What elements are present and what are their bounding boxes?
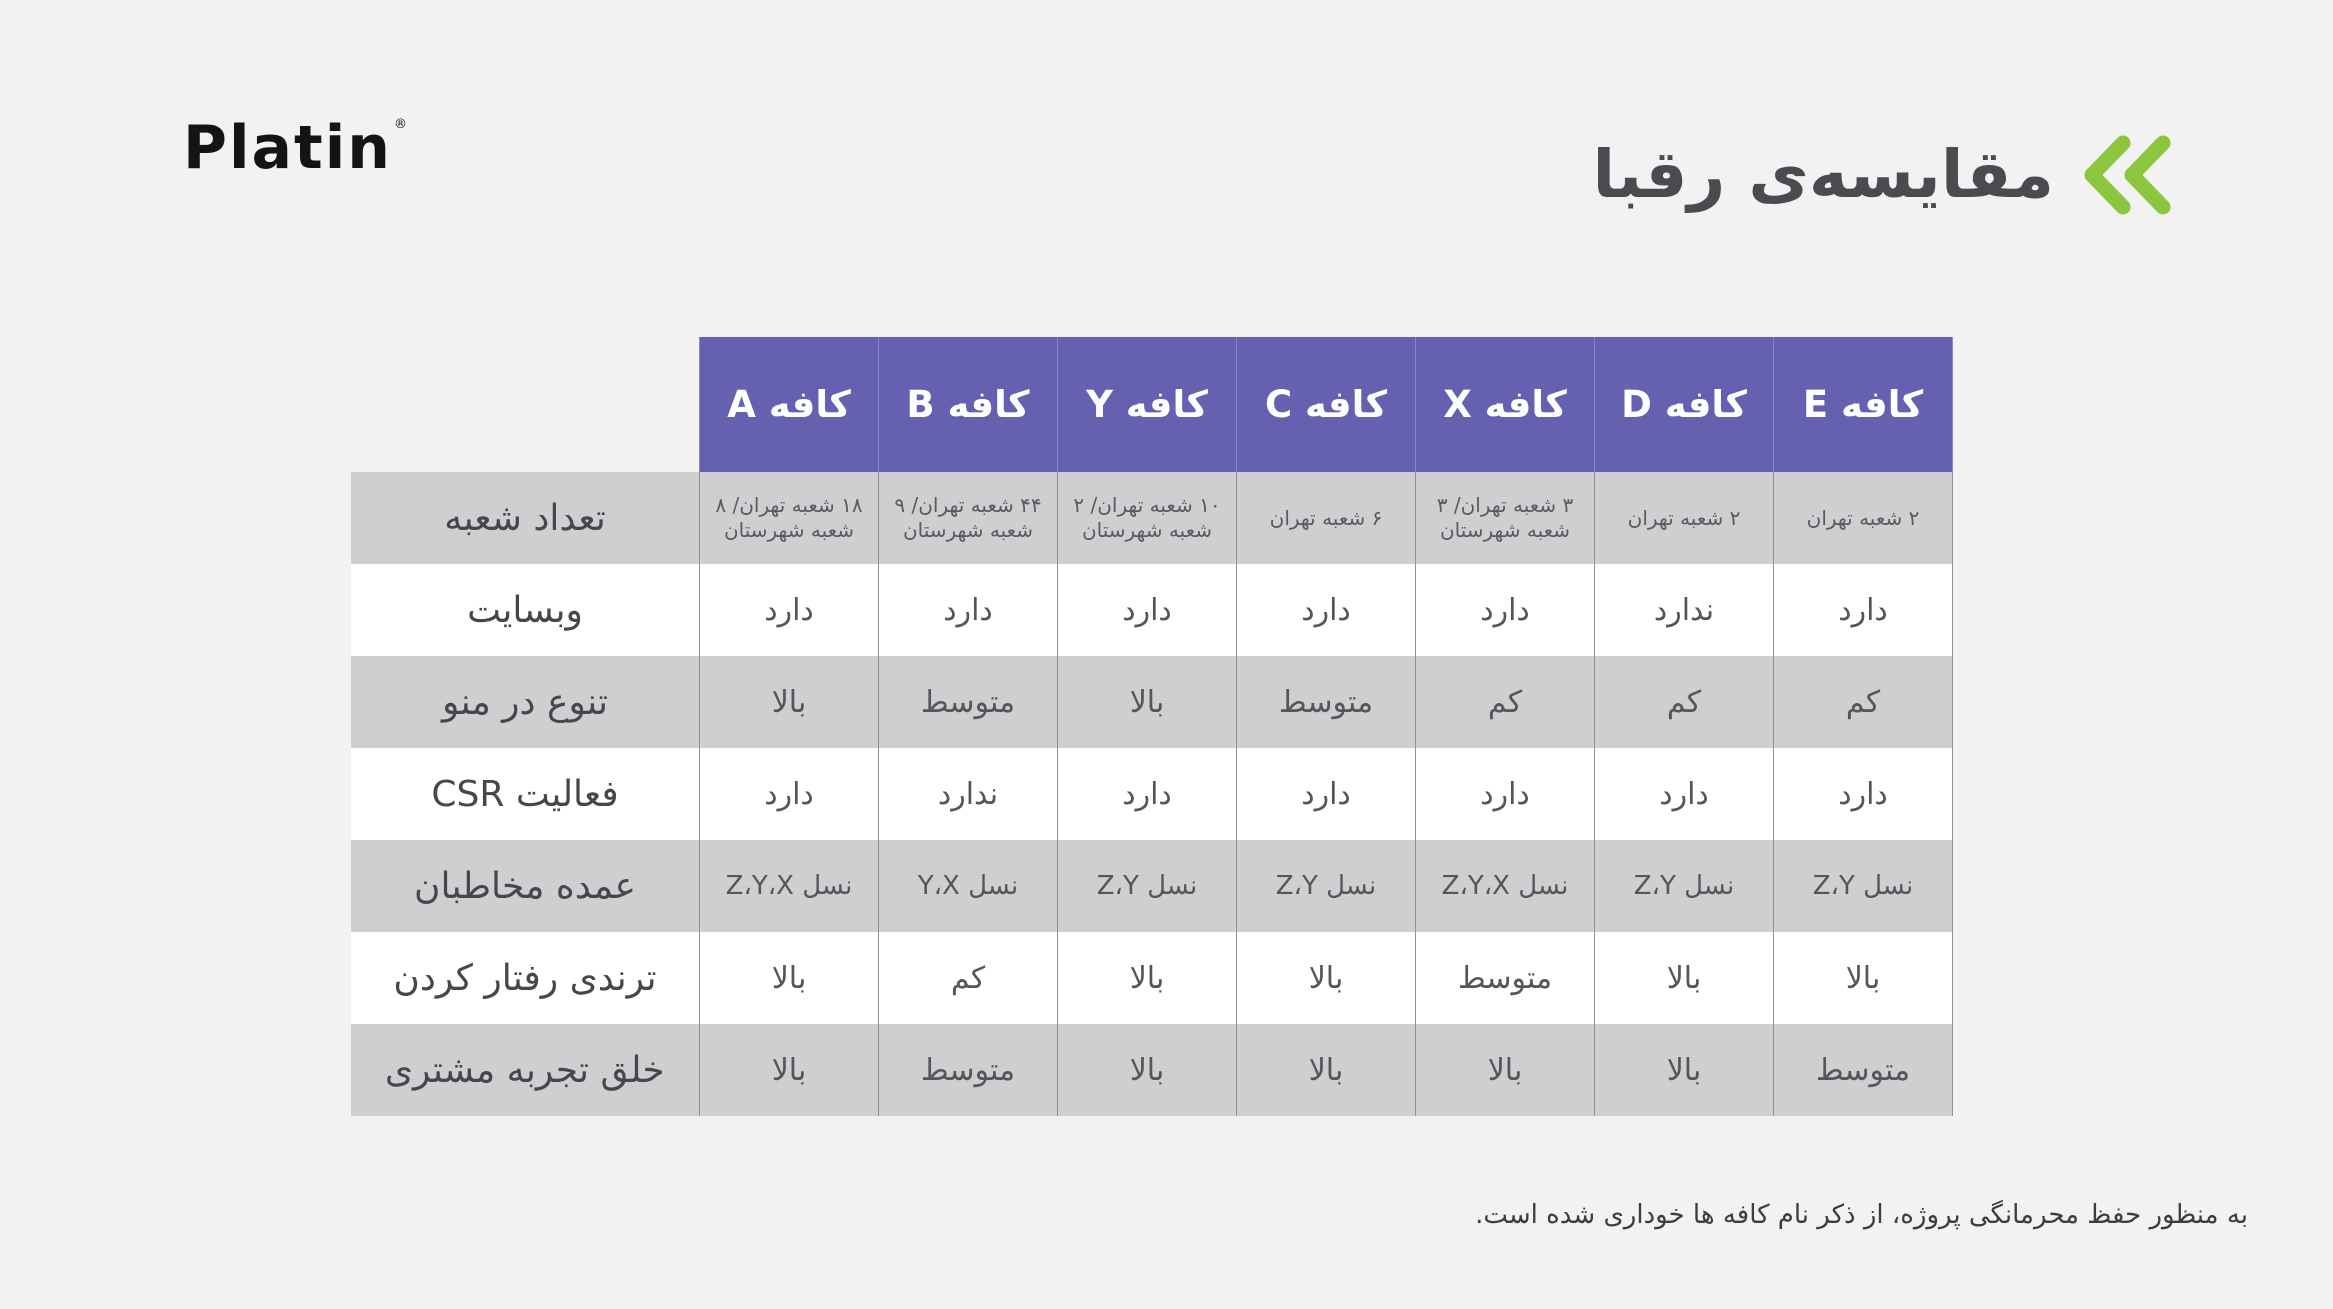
- table-cell: بالا: [1058, 656, 1237, 748]
- table-cell: بالا: [1416, 1024, 1595, 1116]
- competitor-comparison-table: [350, 337, 1953, 1116]
- table-cell: دارد: [1774, 564, 1953, 656]
- table-cell: بالا: [700, 932, 879, 1024]
- table-cell: نسل Z،Y: [1237, 840, 1416, 932]
- table-cell: دارد: [1058, 564, 1237, 656]
- table-cell: نسل Z،Y: [1595, 840, 1774, 932]
- table-cell: بالا: [700, 656, 879, 748]
- table-cell: دارد: [1416, 564, 1595, 656]
- table-cell: ندارد: [879, 748, 1058, 840]
- table-cell: ۴۴ شعبه تهران/ ۹ شعبه شهرستان: [879, 472, 1058, 564]
- column-header: کافه X: [1416, 337, 1595, 472]
- row-label: تعداد شعبه: [351, 472, 700, 564]
- table-cell: ۳ شعبه تهران/ ۳ شعبه شهرستان: [1416, 472, 1595, 564]
- double-chevron-icon: [2078, 135, 2173, 215]
- table-cell: دارد: [1595, 748, 1774, 840]
- table-cell: کم: [1416, 656, 1595, 748]
- column-header: کافه B: [879, 337, 1058, 472]
- column-header: کافه E: [1774, 337, 1953, 472]
- table-cell: دارد: [700, 564, 879, 656]
- table-cell: بالا: [1058, 1024, 1237, 1116]
- table-cell: متوسط: [1774, 1024, 1953, 1116]
- footer-note: به منظور حفظ محرمانگی پروژه، از ذکر نام کافه ها خوداری شده است.: [1475, 1200, 2248, 1230]
- table-cell: نسل Z،Y: [1058, 840, 1237, 932]
- row-label: وبسایت: [351, 564, 700, 656]
- table-cell: نسل Z،Y،X: [1416, 840, 1595, 932]
- table-cell: دارد: [1237, 564, 1416, 656]
- row-label: فعالیت CSR: [351, 748, 700, 840]
- table-cell: دارد: [1058, 748, 1237, 840]
- table-cell: بالا: [1237, 1024, 1416, 1116]
- table-cell: متوسط: [879, 656, 1058, 748]
- table-cell: ۱۰ شعبه تهران/ ۲ شعبه شهرستان: [1058, 472, 1237, 564]
- table-cell: دارد: [700, 748, 879, 840]
- row-label: ترندی رفتار کردن: [351, 932, 700, 1024]
- table-cell: نسل Z،Y: [1774, 840, 1953, 932]
- table-cell: دارد: [1416, 748, 1595, 840]
- row-label: خلق تجربه مشتری: [351, 1024, 700, 1116]
- title-block: [1592, 135, 2173, 215]
- table-cell: بالا: [1595, 932, 1774, 1024]
- platin-logo: [183, 113, 409, 183]
- table-row: [351, 656, 1953, 748]
- row-label: عمده مخاطبان: [351, 840, 700, 932]
- table-cell: ندارد: [1595, 564, 1774, 656]
- column-header: کافه D: [1595, 337, 1774, 472]
- table-cell: کم: [1774, 656, 1953, 748]
- table-cell: متوسط: [1237, 656, 1416, 748]
- table-cell: نسل Y،X: [879, 840, 1058, 932]
- table-row: [351, 932, 1953, 1024]
- table-cell: دارد: [879, 564, 1058, 656]
- table-cell: کم: [879, 932, 1058, 1024]
- table-row: [351, 748, 1953, 840]
- page-title: مقایسه‌ی رقبا: [1592, 136, 2054, 213]
- table-cell: کم: [1595, 656, 1774, 748]
- table-header-row: [351, 337, 1953, 472]
- table-row: [351, 564, 1953, 656]
- table-cell: ۲ شعبه تهران: [1595, 472, 1774, 564]
- registered-mark: ®: [394, 117, 409, 132]
- table-cell: بالا: [1774, 932, 1953, 1024]
- table-cell: دارد: [1774, 748, 1953, 840]
- table-row: [351, 840, 1953, 932]
- column-header: کافه C: [1237, 337, 1416, 472]
- table-cell: بالا: [700, 1024, 879, 1116]
- table-row: [351, 1024, 1953, 1116]
- table-cell: نسل Z،Y،X: [700, 840, 879, 932]
- row-label: تنوع در منو: [351, 656, 700, 748]
- table-cell: متوسط: [879, 1024, 1058, 1116]
- table-cell: ۶ شعبه تهران: [1237, 472, 1416, 564]
- table-cell: دارد: [1237, 748, 1416, 840]
- table-row: [351, 472, 1953, 564]
- column-header: کافه A: [700, 337, 879, 472]
- empty-corner-cell: [351, 337, 700, 472]
- table-cell: ۱۸ شعبه تهران/ ۸ شعبه شهرستان: [700, 472, 879, 564]
- table-cell: بالا: [1237, 932, 1416, 1024]
- column-header: کافه Y: [1058, 337, 1237, 472]
- table-cell: متوسط: [1416, 932, 1595, 1024]
- table-cell: بالا: [1595, 1024, 1774, 1116]
- table-cell: ۲ شعبه تهران: [1774, 472, 1953, 564]
- comparison-table-wrap: [350, 337, 1953, 1116]
- logo-text: Platin: [183, 113, 392, 183]
- table-cell: بالا: [1058, 932, 1237, 1024]
